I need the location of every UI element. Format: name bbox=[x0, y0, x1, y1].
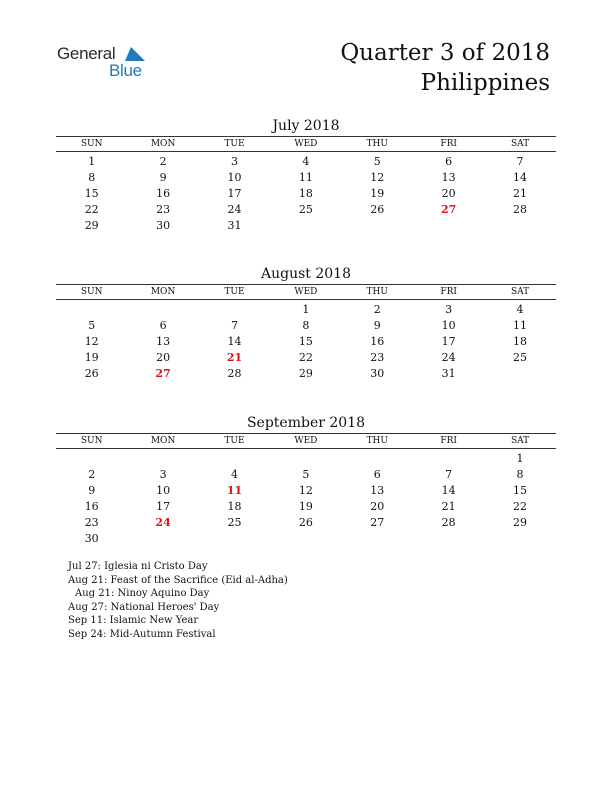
day-cell: 20 bbox=[370, 500, 385, 513]
day-cell: 17 bbox=[227, 187, 242, 200]
day-cell: 15 bbox=[513, 484, 528, 497]
day-cell: 6 bbox=[159, 319, 167, 332]
logo-blue-text: Blue bbox=[109, 61, 142, 80]
day-cell: 5 bbox=[302, 468, 310, 481]
day-cell: 19 bbox=[370, 187, 385, 200]
day-cell: 3 bbox=[159, 468, 167, 481]
weekday-label: WED bbox=[294, 436, 318, 446]
day-cell: 30 bbox=[156, 219, 171, 232]
day-cell: 8 bbox=[88, 171, 96, 184]
day-cell: 5 bbox=[373, 155, 381, 168]
day-cell: 13 bbox=[441, 171, 456, 184]
day-cell: 30 bbox=[84, 532, 99, 545]
weekday-label: SUN bbox=[80, 287, 103, 297]
day-cell: 22 bbox=[84, 203, 99, 216]
day-cell: 23 bbox=[84, 516, 99, 529]
empty-day-cell bbox=[484, 531, 555, 547]
day-cell: 15 bbox=[298, 335, 313, 348]
day-cell: 21 bbox=[513, 187, 528, 200]
day-cell: 24 bbox=[155, 516, 171, 529]
weekday-label: MON bbox=[150, 287, 176, 297]
day-cell: 1 bbox=[88, 155, 96, 168]
day-cell: 9 bbox=[88, 484, 96, 497]
day-cell: 23 bbox=[156, 203, 171, 216]
day-cell: 12 bbox=[370, 171, 385, 184]
empty-day-cell bbox=[413, 531, 484, 547]
week-row bbox=[56, 350, 556, 366]
weekday-label: MON bbox=[150, 139, 176, 149]
day-cell: 3 bbox=[445, 303, 453, 316]
weekday-label: SUN bbox=[80, 139, 103, 149]
holiday-note: Sep 24: Mid-Autumn Festival bbox=[68, 628, 216, 640]
weekday-label: THU bbox=[366, 287, 388, 297]
holiday-note: Aug 27: National Heroes' Day bbox=[68, 601, 220, 613]
day-cell: 4 bbox=[516, 303, 524, 316]
weekday-label: SAT bbox=[510, 139, 530, 149]
week-row bbox=[56, 202, 556, 218]
day-cell: 6 bbox=[373, 468, 381, 481]
day-cell: 28 bbox=[227, 367, 242, 380]
empty-day-cell bbox=[56, 451, 127, 467]
day-cell: 1 bbox=[302, 303, 310, 316]
day-cell: 25 bbox=[513, 351, 528, 364]
day-cell: 12 bbox=[298, 484, 313, 497]
day-cell: 27 bbox=[440, 203, 457, 216]
day-cell: 10 bbox=[227, 171, 242, 184]
day-cell: 2 bbox=[88, 468, 96, 481]
empty-day-cell bbox=[270, 451, 341, 467]
country-title: Philippines bbox=[420, 70, 550, 96]
month-grid bbox=[56, 433, 556, 547]
day-cell: 27 bbox=[370, 516, 385, 529]
day-cell: 14 bbox=[441, 484, 456, 497]
day-cell: 13 bbox=[370, 484, 385, 497]
day-cell: 1 bbox=[516, 452, 524, 465]
day-cell: 10 bbox=[156, 484, 171, 497]
weekday-label: SAT bbox=[510, 436, 530, 446]
day-cell: 4 bbox=[302, 155, 310, 168]
day-cell: 14 bbox=[227, 335, 242, 348]
day-cell: 31 bbox=[227, 219, 242, 232]
empty-day-cell bbox=[199, 531, 270, 547]
day-cell: 7 bbox=[445, 468, 453, 481]
day-cell: 29 bbox=[84, 219, 99, 232]
week-row bbox=[56, 218, 556, 234]
month-calendar bbox=[56, 413, 556, 547]
day-cell: 26 bbox=[298, 516, 313, 529]
day-cell: 28 bbox=[441, 516, 456, 529]
week-row bbox=[56, 451, 556, 467]
week-row bbox=[56, 170, 556, 186]
day-cell: 14 bbox=[513, 171, 528, 184]
logo-triangle-icon bbox=[125, 47, 145, 61]
month-grid bbox=[56, 284, 556, 382]
day-cell: 18 bbox=[227, 500, 242, 513]
day-cell: 3 bbox=[230, 155, 238, 168]
day-cell: 31 bbox=[441, 367, 456, 380]
day-cell: 25 bbox=[227, 516, 242, 529]
weekday-label: THU bbox=[366, 436, 388, 446]
empty-day-cell bbox=[127, 451, 198, 467]
week-row bbox=[56, 186, 556, 202]
empty-day-cell bbox=[413, 218, 484, 234]
day-cell: 22 bbox=[513, 500, 528, 513]
month-grid bbox=[56, 136, 556, 234]
weekday-label: WED bbox=[294, 139, 318, 149]
empty-day-cell bbox=[270, 218, 341, 234]
day-cell: 10 bbox=[441, 319, 456, 332]
day-cell: 30 bbox=[370, 367, 385, 380]
holiday-note: Aug 21: Ninoy Aquino Day bbox=[75, 588, 210, 599]
week-row bbox=[56, 483, 556, 499]
day-cell: 11 bbox=[513, 319, 528, 332]
holiday-note: Jul 27: Iglesia ni Cristo Day bbox=[68, 561, 208, 572]
week-row bbox=[56, 302, 556, 318]
empty-day-cell bbox=[56, 302, 127, 318]
empty-day-cell bbox=[342, 451, 413, 467]
week-row bbox=[56, 334, 556, 350]
holiday-notes bbox=[68, 560, 288, 641]
day-cell: 24 bbox=[227, 203, 242, 216]
empty-day-cell bbox=[270, 531, 341, 547]
day-cell: 18 bbox=[298, 187, 313, 200]
day-cell: 7 bbox=[230, 319, 238, 332]
day-cell: 7 bbox=[516, 155, 524, 168]
day-cell: 17 bbox=[156, 500, 171, 513]
day-cell: 25 bbox=[298, 203, 313, 216]
empty-day-cell bbox=[484, 366, 555, 382]
weekday-label: TUE bbox=[224, 436, 245, 446]
logo-general-text: General bbox=[57, 44, 116, 63]
weekday-label: TUE bbox=[224, 139, 245, 149]
day-cell: 9 bbox=[373, 319, 381, 332]
day-cell: 21 bbox=[441, 500, 456, 513]
day-cell: 11 bbox=[298, 171, 313, 184]
empty-day-cell bbox=[484, 218, 555, 234]
day-cell: 2 bbox=[159, 155, 167, 168]
day-cell: 24 bbox=[441, 351, 456, 364]
weekday-label: FRI bbox=[440, 287, 457, 297]
empty-day-cell bbox=[127, 531, 198, 547]
day-cell: 11 bbox=[226, 484, 243, 497]
day-cell: 20 bbox=[156, 351, 171, 364]
day-cell: 16 bbox=[84, 500, 99, 513]
day-cell: 26 bbox=[84, 367, 99, 380]
empty-day-cell bbox=[199, 451, 270, 467]
week-row bbox=[56, 154, 556, 170]
week-row bbox=[56, 318, 556, 334]
day-cell: 4 bbox=[230, 468, 238, 481]
empty-day-cell bbox=[342, 218, 413, 234]
weekday-label: FRI bbox=[440, 436, 457, 446]
month-title: September 2018 bbox=[246, 415, 366, 431]
day-cell: 22 bbox=[298, 351, 313, 364]
week-row bbox=[56, 366, 556, 382]
empty-day-cell bbox=[199, 302, 270, 318]
month-title: July 2018 bbox=[272, 118, 340, 134]
weekday-label: MON bbox=[150, 436, 176, 446]
weekday-label: SAT bbox=[510, 287, 530, 297]
day-cell: 26 bbox=[370, 203, 385, 216]
week-row bbox=[56, 467, 556, 483]
day-cell: 29 bbox=[513, 516, 528, 529]
empty-day-cell bbox=[413, 451, 484, 467]
day-cell: 6 bbox=[445, 155, 453, 168]
brand-logo bbox=[57, 44, 157, 84]
day-cell: 27 bbox=[155, 367, 171, 380]
day-cell: 18 bbox=[513, 335, 528, 348]
day-cell: 20 bbox=[441, 187, 456, 200]
day-cell: 15 bbox=[84, 187, 99, 200]
page-title bbox=[340, 38, 550, 98]
week-row bbox=[56, 515, 556, 531]
day-cell: 29 bbox=[298, 367, 313, 380]
empty-day-cell bbox=[342, 531, 413, 547]
day-cell: 16 bbox=[156, 187, 171, 200]
day-cell: 16 bbox=[370, 335, 385, 348]
weekday-header-row bbox=[56, 434, 556, 449]
day-cell: 28 bbox=[513, 203, 528, 216]
day-cell: 2 bbox=[373, 303, 381, 316]
weekday-header-row bbox=[56, 285, 556, 300]
day-cell: 8 bbox=[516, 468, 524, 481]
quarter-title: Quarter 3 of 2018 bbox=[340, 40, 550, 66]
weekday-label: WED bbox=[294, 287, 318, 297]
month-calendar bbox=[56, 264, 556, 382]
weekday-header-row bbox=[56, 137, 556, 152]
day-cell: 19 bbox=[298, 500, 313, 513]
holiday-note: Sep 11: Islamic New Year bbox=[68, 615, 199, 626]
month-calendar bbox=[56, 116, 556, 234]
day-cell: 23 bbox=[370, 351, 385, 364]
day-cell: 5 bbox=[88, 319, 96, 332]
week-row bbox=[56, 499, 556, 515]
weekday-label: SUN bbox=[80, 436, 103, 446]
month-title: August 2018 bbox=[261, 266, 351, 282]
weekday-label: TUE bbox=[224, 287, 245, 297]
empty-day-cell bbox=[127, 302, 198, 318]
weekday-label: THU bbox=[366, 139, 388, 149]
weekday-label: FRI bbox=[440, 139, 457, 149]
day-cell: 13 bbox=[156, 335, 171, 348]
holiday-note: Aug 21: Feast of the Sacrifice (Eid al-Adha) bbox=[68, 574, 288, 586]
day-cell: 8 bbox=[302, 319, 310, 332]
day-cell: 9 bbox=[159, 171, 167, 184]
week-row bbox=[56, 531, 556, 547]
day-cell: 17 bbox=[441, 335, 456, 348]
day-cell: 19 bbox=[84, 351, 99, 364]
day-cell: 12 bbox=[84, 335, 99, 348]
day-cell: 21 bbox=[226, 351, 243, 364]
